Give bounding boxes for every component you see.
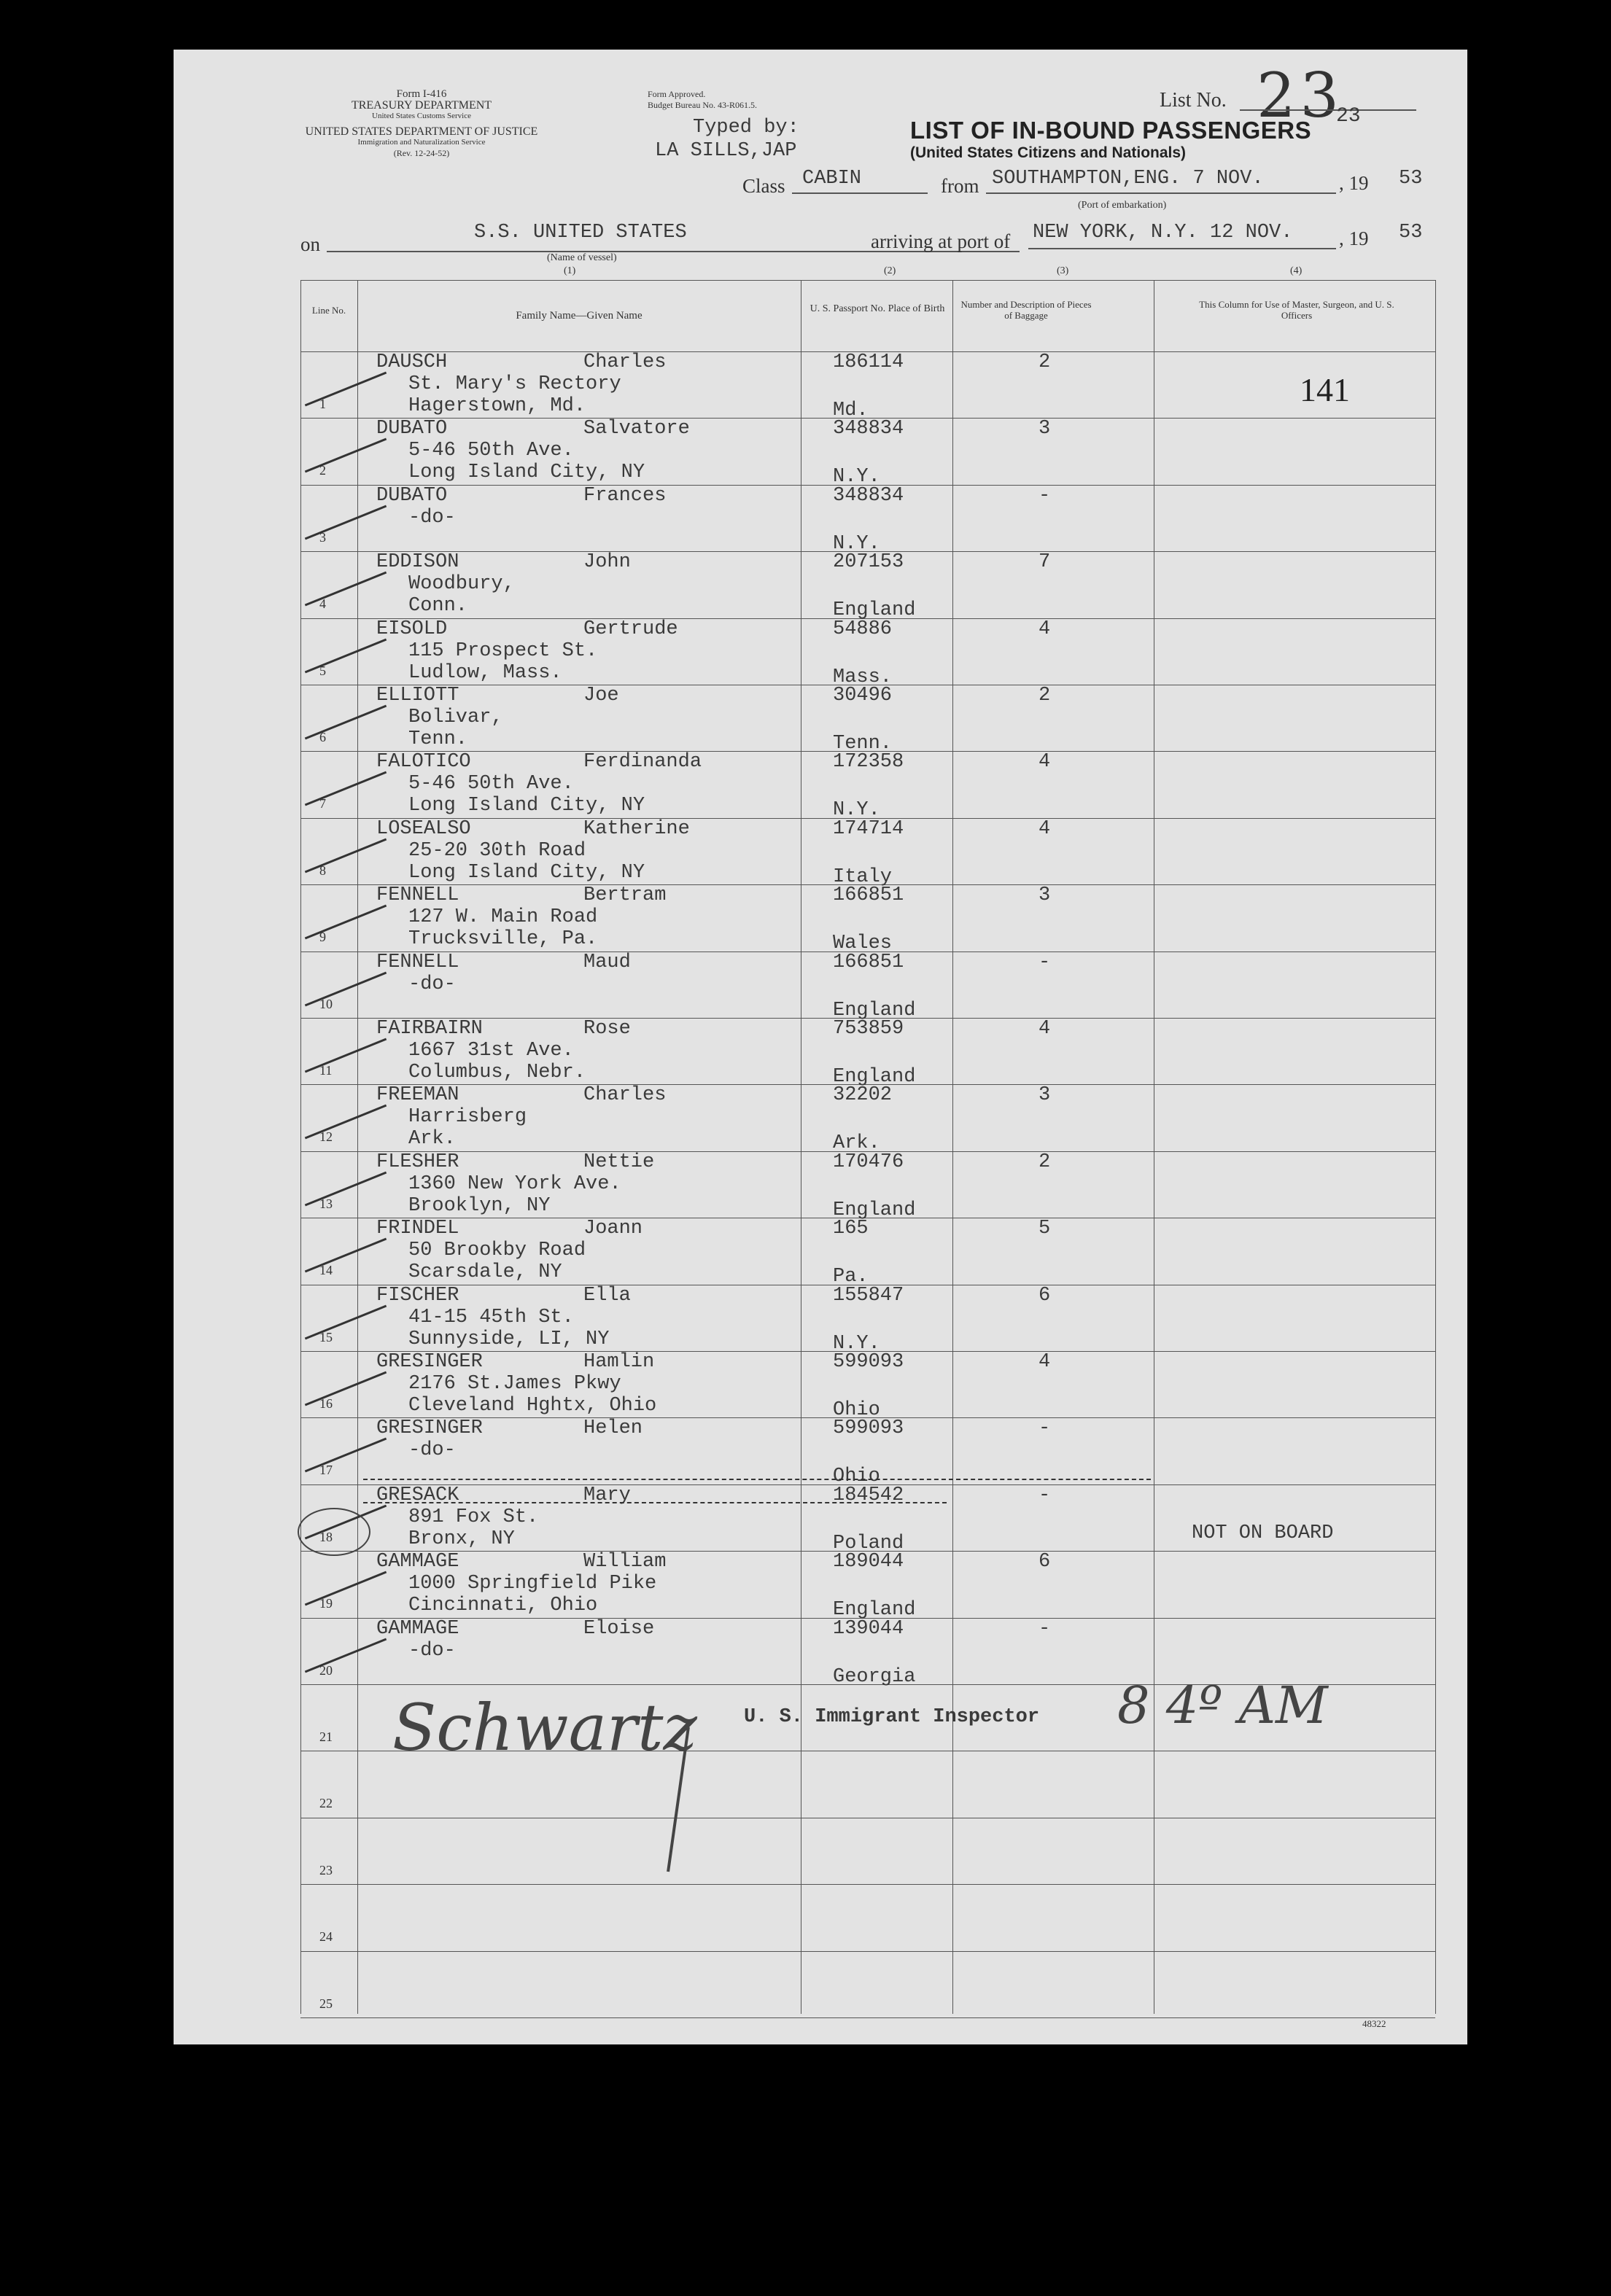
list-no-label: List No. — [1160, 89, 1227, 112]
passport-number: 348834 — [833, 418, 904, 440]
col-line-baggage — [952, 280, 953, 2014]
dept-treasury: TREASURY DEPARTMENT — [351, 99, 492, 112]
check-mark — [305, 1438, 387, 1473]
line-number: 2 — [319, 463, 326, 478]
address-line-1: St. Mary's Rectory — [408, 373, 621, 395]
address-line-1: -do- — [408, 973, 456, 995]
check-mark — [305, 638, 387, 673]
dept-justice-sub: Immigration and Naturalization Service — [357, 138, 486, 147]
baggage-count: 3 — [1039, 1084, 1051, 1107]
page-title: LIST OF IN-BOUND PASSENGERS — [910, 117, 1312, 144]
address-line-2: Columbus, Nebr. — [408, 1062, 586, 1083]
passport-number: 155847 — [833, 1284, 904, 1307]
given-name: Katherine — [583, 817, 690, 840]
check-mark — [305, 1238, 387, 1273]
family-name: FALOTICO — [376, 751, 471, 774]
line-number: 12 — [319, 1129, 333, 1145]
place-of-birth: Ohio — [833, 1466, 880, 1488]
given-name: Bertram — [583, 884, 667, 907]
address-line-1: 1667 31st Ave. — [408, 1040, 574, 1062]
line-number: 8 — [319, 863, 326, 878]
place-of-birth: N.Y. — [833, 1332, 880, 1355]
baggage-count: 6 — [1039, 1551, 1051, 1573]
typed-by-value: LA SILLS,JAP — [655, 140, 797, 162]
address-line-1: 891 Fox St. — [408, 1506, 539, 1528]
baggage-count: 7 — [1039, 551, 1051, 574]
check-mark — [305, 438, 387, 473]
address-line-1: 115 Prospect St. — [408, 639, 598, 662]
passport-number: 174714 — [833, 817, 904, 840]
passport-number: 186114 — [833, 351, 904, 373]
check-mark — [305, 1304, 387, 1339]
arrival-port: NEW YORK, N.Y. 12 NOV. — [1033, 222, 1293, 244]
place-of-birth: England — [833, 1599, 916, 1622]
address-line-2: Conn. — [408, 595, 468, 618]
header-passport: U. S. Passport No. Place of Birth — [810, 303, 945, 314]
family-name: GAMMAGE — [376, 1617, 459, 1640]
place-of-birth: England — [833, 599, 916, 622]
address-line-2: Ludlow, Mass. — [408, 661, 562, 684]
arrival-underline — [1028, 248, 1336, 249]
line-number: 19 — [319, 1596, 333, 1611]
family-name: GRESINGER — [376, 1417, 483, 1440]
port-embarkation-caption: (Port of embarkation) — [1078, 200, 1167, 211]
given-name: Rose — [583, 1018, 631, 1040]
check-mark — [305, 372, 387, 407]
family-name: GRESINGER — [376, 1351, 483, 1373]
place-of-birth: N.Y. — [833, 799, 880, 822]
passport-number: 32202 — [833, 1084, 893, 1107]
line-number: 7 — [319, 796, 326, 812]
passport-number: 166851 — [833, 884, 904, 907]
given-name: Helen — [583, 1417, 643, 1440]
line-number: 15 — [319, 1329, 333, 1344]
year-prefix-arrival: , 19 — [1339, 227, 1369, 249]
strike-line-18-b — [363, 1502, 947, 1503]
line-number: 21 — [319, 1729, 333, 1744]
header-line-no: Line No. — [311, 305, 346, 316]
address-line-2: Cleveland Hghtx, Ohio — [408, 1395, 657, 1417]
line-number: 5 — [319, 663, 326, 678]
place-of-birth: Wales — [833, 933, 893, 955]
given-name: William — [583, 1551, 667, 1573]
check-mark — [305, 905, 387, 940]
address-line-1: 2176 St.James Pkwy — [408, 1373, 621, 1395]
line-number: 23 — [319, 1862, 333, 1877]
passport-number: 184542 — [833, 1484, 904, 1506]
address-line-2: Tenn. — [408, 728, 468, 750]
class-label: Class — [742, 175, 785, 197]
place-of-birth: N.Y. — [833, 532, 880, 555]
line-number: 4 — [319, 596, 326, 612]
line-number: 18 — [319, 1529, 333, 1544]
address-line-2: Hagerstown, Md. — [408, 395, 586, 417]
given-name: Nettie — [583, 1151, 655, 1173]
family-name: FENNELL — [376, 884, 459, 907]
family-name: GRESACK — [376, 1484, 459, 1506]
list-no-underline — [1240, 109, 1416, 111]
address-line-2: Scarsdale, NY — [408, 1261, 562, 1284]
dept-treasury-sub: United States Customs Service — [372, 112, 471, 120]
passport-number: 170476 — [833, 1151, 904, 1173]
address-line-1: 50 Brookby Road — [408, 1240, 586, 1262]
officer-note-141: 141 — [1300, 371, 1350, 408]
passport-number: 753859 — [833, 1018, 904, 1040]
family-name: DUBATO — [376, 484, 448, 507]
address-line-2: Trucksville, Pa. — [408, 928, 598, 951]
vessel-caption: (Name of vessel) — [547, 252, 617, 263]
place-of-birth: Ohio — [833, 1399, 880, 1421]
baggage-count: - — [1039, 951, 1051, 973]
address-line-1: 41-15 45th St. — [408, 1306, 574, 1328]
line-number: 11 — [319, 1063, 333, 1078]
passport-number: 30496 — [833, 685, 893, 707]
col-line-name — [357, 280, 358, 2014]
given-name: Eloise — [583, 1617, 655, 1640]
address-line-1: 1000 Springfield Pike — [408, 1573, 657, 1595]
passport-number: 348834 — [833, 484, 904, 507]
manifest-page — [174, 50, 1467, 2044]
family-name: EDDISON — [376, 551, 459, 574]
baggage-count: 2 — [1039, 685, 1051, 707]
passport-number: 54886 — [833, 618, 893, 640]
address-line-1: 5-46 50th Ave. — [408, 440, 574, 462]
line-number: 17 — [319, 1463, 333, 1478]
from-underline — [986, 192, 1336, 194]
family-name: GAMMAGE — [376, 1551, 459, 1573]
given-name: Ella — [583, 1284, 631, 1307]
dept-justice: UNITED STATES DEPARTMENT OF JUSTICE — [305, 125, 538, 138]
address-line-2: Long Island City, NY — [408, 795, 645, 817]
year-arrival: 53 — [1399, 222, 1423, 244]
given-name: Ferdinanda — [583, 751, 702, 774]
row-divider — [300, 1884, 1435, 1885]
address-line-1: -do- — [408, 506, 456, 529]
check-mark — [305, 1371, 387, 1406]
passport-number: 139044 — [833, 1617, 904, 1640]
on-label: on — [300, 233, 320, 255]
time-note: 8 4º AM — [1117, 1676, 1328, 1735]
year-embark: 53 — [1399, 168, 1423, 190]
page-subtitle: (United States Citizens and Nationals) — [910, 144, 1187, 161]
check-mark — [305, 771, 387, 806]
address-line-1: Bolivar, — [408, 707, 503, 728]
place-of-birth: England — [833, 1199, 916, 1221]
header-family-name: Family Name—Given Name — [516, 310, 643, 322]
list-no-stamp: 23 — [1336, 105, 1361, 128]
col-num-4: (4) — [1290, 265, 1303, 276]
address-line-2: Long Island City, NY — [408, 462, 645, 484]
baggage-count: 6 — [1039, 1284, 1051, 1307]
list-no-value: 23 — [1257, 60, 1343, 131]
form-block — [298, 89, 546, 159]
address-line-1: 1360 New York Ave. — [408, 1172, 621, 1195]
given-name: Mary — [583, 1484, 631, 1506]
form-approved: Form Approved. — [648, 89, 706, 99]
baggage-count: 3 — [1039, 418, 1051, 440]
baggage-count: - — [1039, 1484, 1051, 1506]
baggage-count: 2 — [1039, 351, 1051, 373]
col-line-right — [1435, 280, 1436, 2014]
line-number: 13 — [319, 1196, 333, 1211]
circle-line-18 — [298, 1508, 370, 1556]
address-line-2: Ark. — [408, 1128, 456, 1151]
address-line-2: Bronx, NY — [408, 1528, 515, 1550]
given-name: Hamlin — [583, 1351, 655, 1373]
check-mark — [305, 505, 387, 540]
print-code: 48322 — [1362, 2018, 1386, 2029]
passport-number: 599093 — [833, 1417, 904, 1440]
officer-note: NOT ON BOARD — [1192, 1522, 1334, 1544]
check-mark — [305, 572, 387, 607]
line-number: 20 — [319, 1662, 333, 1678]
family-name: ELLIOTT — [376, 685, 459, 707]
year-prefix-embark: , 19 — [1339, 172, 1369, 194]
place-of-birth: Italy — [833, 865, 893, 888]
header-baggage: Number and Description of Pieces of Baggage — [960, 299, 1092, 321]
place-of-birth: Poland — [833, 1532, 904, 1554]
check-mark — [305, 1105, 387, 1140]
table-top-border — [300, 280, 1435, 281]
place-of-birth: Georgia — [833, 1665, 916, 1688]
from-label: from — [941, 175, 979, 197]
baggage-count: 4 — [1039, 751, 1051, 774]
address-line-1: Harrisberg — [408, 1106, 527, 1129]
place-of-birth: N.Y. — [833, 466, 880, 489]
family-name: FISCHER — [376, 1284, 459, 1307]
strike-line-18-a — [363, 1479, 1151, 1480]
address-line-1: 5-46 50th Ave. — [408, 773, 574, 795]
line-number: 6 — [319, 730, 326, 744]
class-value: CABIN — [802, 168, 862, 190]
check-mark — [305, 1571, 387, 1606]
line-number: 14 — [319, 1263, 333, 1278]
class-underline — [792, 192, 928, 194]
baggage-count: 4 — [1039, 1018, 1051, 1040]
inspector-label: U. S. Immigrant Inspector — [744, 1706, 1040, 1728]
address-line-2: Brooklyn, NY — [408, 1194, 551, 1217]
address-line-1: 127 W. Main Road — [408, 906, 598, 929]
line-number: 16 — [319, 1396, 333, 1411]
col-line-left — [300, 280, 301, 2014]
passport-number: 599093 — [833, 1351, 904, 1373]
passport-number: 207153 — [833, 551, 904, 574]
baggage-count: - — [1039, 484, 1051, 507]
family-name: FAIRBAIRN — [376, 1018, 483, 1040]
from-value: SOUTHAMPTON,ENG. 7 NOV. — [992, 168, 1264, 190]
passport-number: 189044 — [833, 1551, 904, 1573]
arriving-label: arriving at port of — [871, 230, 1011, 252]
family-name: FREEMAN — [376, 1084, 459, 1107]
check-mark — [305, 1038, 387, 1073]
revision: (Rev. 12-24-52) — [393, 148, 450, 158]
line-number: 1 — [319, 397, 326, 411]
address-line-2: Sunnyside, LI, NY — [408, 1328, 610, 1350]
address-line-1: Woodbury, — [408, 573, 515, 596]
header-officers: This Column for Use of Master, Surgeon, and U. S. Officers — [1199, 299, 1394, 321]
place-of-birth: Md. — [833, 400, 869, 421]
typed-by-label: Typed by: — [693, 117, 799, 139]
line-number: 10 — [319, 996, 333, 1011]
given-name: John — [583, 551, 631, 574]
given-name: Charles — [583, 351, 667, 373]
family-name: LOSEALSO — [376, 817, 471, 840]
line-number: 22 — [319, 1796, 333, 1811]
line-number: 9 — [319, 930, 326, 945]
baggage-count: 4 — [1039, 618, 1051, 640]
check-mark — [305, 1171, 387, 1206]
given-name: Salvatore — [583, 418, 690, 440]
line-number: 25 — [319, 1996, 333, 2011]
check-mark — [305, 971, 387, 1006]
family-name: FLESHER — [376, 1151, 459, 1173]
budget-bureau: Budget Bureau No. 43-R061.5. — [648, 100, 757, 110]
family-name: DUBATO — [376, 418, 448, 440]
baggage-count: 2 — [1039, 1151, 1051, 1173]
baggage-count: 5 — [1039, 1218, 1051, 1240]
family-name: FENNELL — [376, 951, 459, 973]
place-of-birth: Tenn. — [833, 733, 893, 755]
row-divider — [300, 1951, 1435, 1952]
passport-number: 172358 — [833, 751, 904, 774]
place-of-birth: England — [833, 999, 916, 1021]
line-number: 24 — [319, 1929, 333, 1945]
inspector-signature: Schwartz — [392, 1690, 697, 1765]
vessel-name: S.S. UNITED STATES — [474, 222, 687, 244]
family-name: FRINDEL — [376, 1218, 459, 1240]
given-name: Charles — [583, 1084, 667, 1107]
approval-block — [648, 89, 757, 111]
baggage-count: - — [1039, 1617, 1051, 1640]
place-of-birth: Mass. — [833, 666, 893, 688]
passport-number: 166851 — [833, 951, 904, 973]
given-name: Maud — [583, 951, 631, 973]
check-mark — [305, 838, 387, 873]
line-number: 3 — [319, 529, 326, 545]
col-num-1: (1) — [564, 265, 576, 276]
given-name: Frances — [583, 484, 667, 507]
place-of-birth: Ark. — [833, 1132, 880, 1155]
given-name: Joe — [583, 685, 619, 707]
place-of-birth: Pa. — [833, 1266, 869, 1288]
baggage-count: - — [1039, 1417, 1051, 1440]
row-divider — [300, 2017, 1435, 2018]
col-num-2: (2) — [884, 265, 896, 276]
address-line-1: 25-20 30th Road — [408, 839, 586, 862]
baggage-count: 4 — [1039, 817, 1051, 840]
baggage-count: 4 — [1039, 1351, 1051, 1373]
baggage-count: 3 — [1039, 884, 1051, 907]
check-mark — [305, 1638, 387, 1673]
address-line-2: Long Island City, NY — [408, 861, 645, 884]
place-of-birth: England — [833, 1066, 916, 1088]
given-name: Gertrude — [583, 618, 678, 640]
col-num-3: (3) — [1057, 265, 1069, 276]
form-number: Form I-416 — [396, 88, 447, 100]
check-mark — [305, 705, 387, 740]
given-name: Joann — [583, 1218, 643, 1240]
address-line-1: -do- — [408, 1439, 456, 1462]
family-name: DAUSCH — [376, 351, 448, 373]
address-line-1: -do- — [408, 1639, 456, 1662]
passport-number: 165 — [833, 1218, 869, 1240]
address-line-2: Cincinnati, Ohio — [408, 1595, 598, 1617]
family-name: EISOLD — [376, 618, 448, 640]
